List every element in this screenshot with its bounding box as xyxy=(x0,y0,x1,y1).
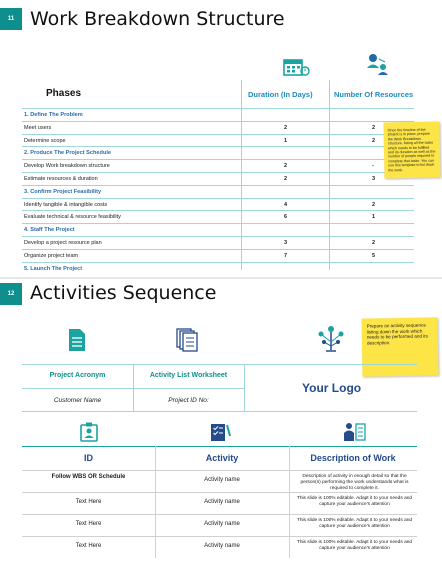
duration-value: 3 xyxy=(284,239,288,246)
duration-value: 4 xyxy=(284,201,288,208)
resources-value: 2 xyxy=(372,137,376,144)
wbs-table-header xyxy=(22,82,414,108)
phase-row xyxy=(22,223,414,236)
table-row xyxy=(22,470,417,491)
document-icon xyxy=(68,328,86,352)
row-id: Text Here xyxy=(75,499,102,505)
activity-list-label: Activity List Worksheet xyxy=(149,372,228,379)
id-badge-icon xyxy=(80,422,98,442)
task-row xyxy=(22,121,414,134)
duration-value: 6 xyxy=(284,214,288,221)
phases-header: Phases xyxy=(46,88,82,99)
calendar-icon xyxy=(283,57,311,77)
phase-row xyxy=(22,185,414,198)
phase-row xyxy=(22,108,414,121)
resources-value: 5 xyxy=(372,252,376,259)
checklist-icon xyxy=(210,422,232,442)
slide-title: Work Breakdown Structure xyxy=(30,8,285,30)
resources-value: - xyxy=(372,163,374,170)
duration-value: 1 xyxy=(284,137,288,144)
row-description: Description of activity in enough detail so that the person(s) performing the work understands what is required to complete it. xyxy=(300,474,409,491)
phase-title: 2. Produce The Project Schedule xyxy=(24,150,112,157)
table-row xyxy=(22,536,417,557)
person-list-icon xyxy=(344,422,366,442)
activities-slide xyxy=(0,280,442,572)
project-acronym-label: Project Acronym xyxy=(49,372,106,379)
table-row xyxy=(22,514,417,535)
task-row xyxy=(22,210,414,223)
resources-header: Number Of Resources xyxy=(334,90,414,99)
task-name: Develop a project resource plan xyxy=(24,239,102,246)
sticky-note xyxy=(384,122,441,179)
resources-value: 2 xyxy=(372,124,376,131)
tree-network-icon xyxy=(316,324,346,354)
phase-title: 5. Launch The Project xyxy=(24,265,83,272)
resources-value: 3 xyxy=(372,175,376,182)
wbs-slide xyxy=(0,0,442,278)
task-row xyxy=(22,159,414,172)
resources-value: 2 xyxy=(372,201,376,208)
table-top-line xyxy=(22,446,417,447)
slide-number-badge: 12 xyxy=(0,283,22,305)
customer-name: Customer Name xyxy=(53,397,102,404)
task-name: Develop Work breakdown structure xyxy=(24,163,110,170)
row-description: This slide is 100% editable. Adapt it to your needs and capture your audience's attention xyxy=(296,518,413,529)
duration-header: Duration (In Days) xyxy=(248,90,313,99)
phase-row xyxy=(22,146,414,159)
activity-header: Activity xyxy=(205,453,239,463)
task-row xyxy=(22,172,414,185)
resources-value: 1 xyxy=(372,214,376,221)
grid-line xyxy=(22,411,417,412)
duration-value: 2 xyxy=(284,124,288,131)
slide-separator xyxy=(0,277,442,279)
row-id: Follow WBS OR Schedule xyxy=(51,474,126,480)
phase-title: 3. Confirm Project Feasibility xyxy=(24,188,102,195)
task-row xyxy=(22,198,414,211)
description-header: Description of Work xyxy=(310,453,396,463)
id-header: ID xyxy=(84,453,93,463)
task-name: Estimate resources & duration xyxy=(24,175,98,182)
row-activity: Activity name xyxy=(204,477,240,483)
task-row xyxy=(22,249,414,262)
table-row xyxy=(22,492,417,513)
task-name: Determine scope xyxy=(24,137,66,144)
sticky-note-text: Once the timeline of the project is in place, prepare the Work Breakdown structure, listing all the tasks which needs to be fulfilled and its duration as well as the number of people required to complete that tasks. You can use this template to list down the work. xyxy=(387,127,436,173)
slide-number-badge: 11 xyxy=(0,8,22,30)
task-name: Evaluate technical & resource feasibility xyxy=(24,214,121,221)
wbs-table-body xyxy=(22,108,414,274)
row-id: Text Here xyxy=(75,521,102,527)
row-activity: Activity name xyxy=(204,521,240,527)
duration-value: 2 xyxy=(284,175,288,182)
resources-value: 2 xyxy=(372,239,376,246)
row-description: This slide is 100% editable. Adapt it to your needs and capture your audience's attention xyxy=(296,540,413,551)
row-activity: Activity name xyxy=(204,499,240,505)
task-row xyxy=(22,236,414,249)
people-network-icon xyxy=(365,52,389,76)
phase-title: 4. Staff The Project xyxy=(24,227,75,234)
duration-value: 7 xyxy=(284,252,288,259)
grid-line xyxy=(22,364,417,365)
task-name: Identify tangible & intangible costs xyxy=(24,201,108,208)
project-id: Project ID No: xyxy=(168,397,209,404)
logo-placeholder: Your Logo xyxy=(302,381,362,395)
row-description: This slide is 100% editable. Adapt it to your needs and capture your audience's attention xyxy=(296,496,413,507)
task-name: Organize project team xyxy=(24,252,79,259)
phase-title: 1. Define The Problem xyxy=(24,112,83,118)
sticky-note-text: Prepare an activity sequence listing down the work which needs to be performed and its description. xyxy=(366,322,428,346)
duration-value: 2 xyxy=(284,163,288,170)
task-row xyxy=(22,134,414,147)
phase-row xyxy=(22,262,414,275)
grid-line xyxy=(244,364,245,411)
task-name: Meet users xyxy=(24,124,52,131)
stacked-documents-icon xyxy=(176,328,198,352)
row-id: Text Here xyxy=(75,543,102,549)
row-activity: Activity name xyxy=(204,543,240,549)
sticky-note xyxy=(361,317,438,376)
slide-title: Activities Sequence xyxy=(30,282,217,304)
